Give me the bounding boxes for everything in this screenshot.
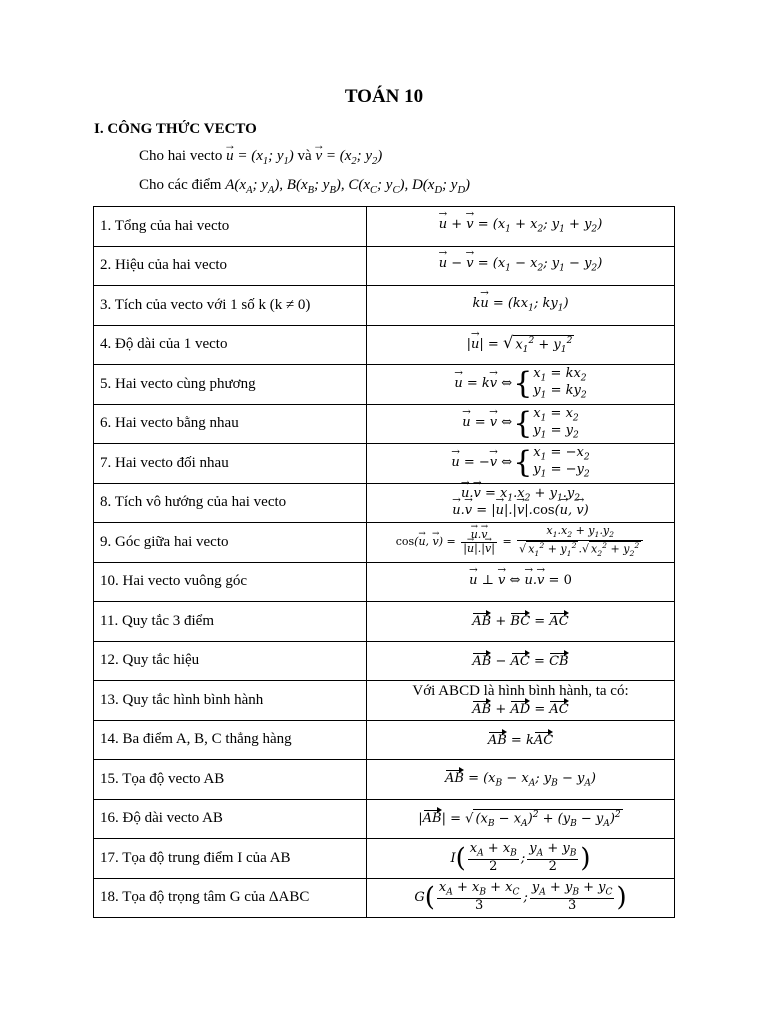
table-row — [94, 720, 675, 760]
row-formula: Với ABCD là hình bình hành, ta có: AB + AD = AC — [367, 681, 675, 721]
table-row — [94, 878, 675, 918]
row-name: 14. Ba điểm A, B, C thẳng hàng — [94, 720, 367, 760]
row-name: 17. Tọa độ trung điểm I của AB — [94, 839, 367, 879]
table-row — [94, 404, 675, 444]
row-name: 2. Hiệu của hai vecto — [94, 246, 367, 286]
table-row — [94, 246, 675, 286]
row-name: 11. Quy tắc 3 điểm — [94, 602, 367, 642]
row-name: 5. Hai vecto cùng phương — [94, 365, 367, 405]
row-formula: → u ⊥ → v ⇔ → u.→ v = 0 — [367, 562, 675, 602]
row-formula: AB = kAC — [367, 720, 675, 760]
row-name: 6. Hai vecto bằng nhau — [94, 404, 367, 444]
intro-points-line: Cho các điểm $A(x_A$; $y_A$), $B(x_B$; $y_B$), $C(x_C$; $y_C$), $D(x_D$; $y_D$) — [139, 177, 471, 196]
row-formula: |→ u| = √ $x_1^2 + y_1^2$ — [367, 325, 675, 365]
table-row — [94, 839, 675, 879]
row-name: 7. Hai vecto đối nhau — [94, 444, 367, 484]
row-formula: cos(→ u, → v) = → $\frac{u.\to v}{|\to u|.|\to v|}$ = $\frac{x_1.x_2 + y_1.y_2}{√ x_1^2 + y_1^2 .√ x_2^2 + y_2^2}$ — [367, 523, 675, 563]
row-name: 9. Góc giữa hai vecto — [94, 523, 367, 563]
table-row — [94, 444, 675, 484]
row-name: 4. Độ dài của 1 vecto — [94, 325, 367, 365]
section-heading: I. CÔNG THỨC VECTO — [94, 121, 257, 137]
row-formula-text: Với ABCD là hình bình hành, ta có: — [412, 682, 629, 699]
row-name: 13. Quy tắc hình bình hành — [94, 681, 367, 721]
row-formula: G( $\frac{x_A + x_B + x_C}{3}$ ; $\frac{y_A + y_B + y_C}{3}$ ) — [367, 878, 675, 918]
row-formula: → u = → v ⇔ { $x_1 = x_2$ $y_1 = y_2$ — [367, 404, 675, 444]
row-name: 3. Tích của vecto với 1 số k (k ≠ 0) — [94, 286, 367, 326]
row-formula: $k\to u = (kx_1$; $ky_1$) — [367, 286, 675, 326]
table-row — [94, 760, 675, 800]
table-row — [94, 286, 675, 326]
page-title: TOÁN 10 — [344, 86, 424, 107]
table-row — [94, 483, 675, 523]
row-formula: AB + BC = AC — [367, 602, 675, 642]
row-formula: → u = k → v ⇔ { $x_1 = kx_2$ $y_1 = ky_2$ — [367, 365, 675, 405]
row-formula: I( $\frac{x_A + x_B}{2}$ ; $\frac{y_A + y_B}{2}$ ) — [367, 839, 675, 879]
table-row — [94, 207, 675, 247]
table-row — [94, 562, 675, 602]
intro-vectors-line: Cho hai vecto → $u = (x_1$; $y_1$) và → $v = (x_2$; $y_2$) — [139, 148, 382, 167]
table-row — [94, 523, 675, 563]
row-formula: → $u.\to v = x_1.x_2 + y_1.y_2$ → u.→ v = |→ u|.|→ v|.cos(→ u, → v) — [367, 483, 675, 523]
table-row — [94, 365, 675, 405]
row-name: 10. Hai vecto vuông góc — [94, 562, 367, 602]
row-name: 8. Tích vô hướng của hai vecto — [94, 483, 367, 523]
table-row — [94, 602, 675, 642]
formula-table — [93, 206, 675, 918]
row-formula: AB − AC = CB — [367, 641, 675, 681]
row-name: 12. Quy tắc hiệu — [94, 641, 367, 681]
table-row — [94, 325, 675, 365]
row-name: 18. Tọa độ trọng tâm G của ΔABC — [94, 878, 367, 918]
row-formula: → u = − → v ⇔ { $x_1 = -x_2$ $y_1 = -y_2$ — [367, 444, 675, 484]
table-row — [94, 799, 675, 839]
row-formula: AB = ($x_B - x_A$; $y_B - y_A$) — [367, 760, 675, 800]
row-formula: → u + → $v = (x_1 + x_2$; $y_1 + y_2$) — [367, 207, 675, 247]
row-name: 1. Tổng của hai vecto — [94, 207, 367, 247]
row-formula: → u − → $v = (x_1 - x_2$; $y_1 - y_2$) — [367, 246, 675, 286]
row-name: 15. Tọa độ vecto AB — [94, 760, 367, 800]
row-name: 16. Độ dài vecto AB — [94, 799, 367, 839]
row-formula: |AB| = √ $(x_B - x_A)^2 + (y_B - y_A)^2$ — [367, 799, 675, 839]
table-row — [94, 641, 675, 681]
table-row — [94, 681, 675, 721]
